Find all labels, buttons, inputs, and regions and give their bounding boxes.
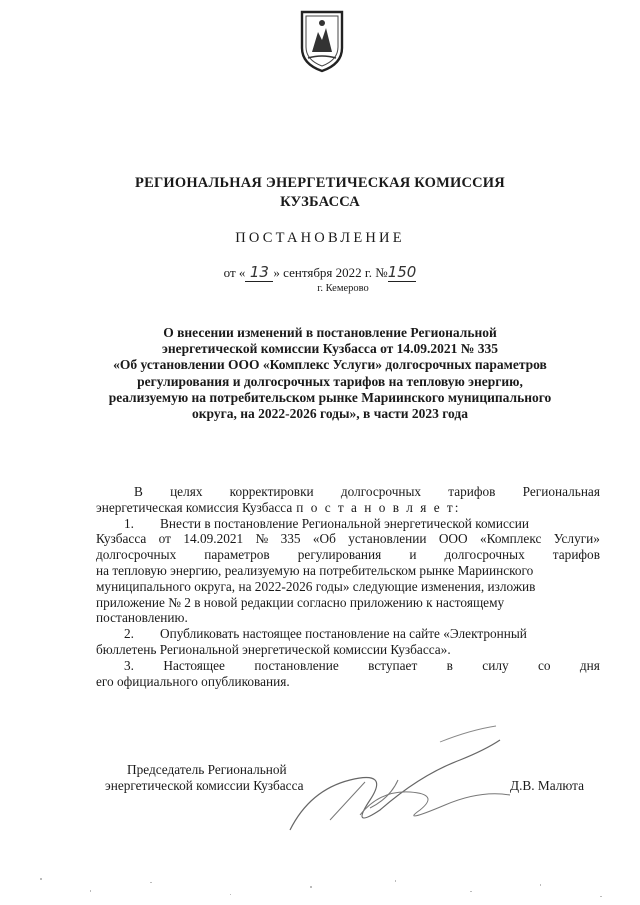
date-day: 13: [245, 263, 273, 282]
subject-line: реализуемую на потребительском рынке Мариинского муниципального: [108, 389, 552, 405]
subject-line: энергетической комиссии Кузбасса от 14.09.2021 № 335: [161, 341, 498, 357]
item-number: 2.: [124, 626, 134, 642]
body-line: энергетическая комиссия Кузбасса п о с т а н о в л я е т:: [96, 499, 461, 515]
handwritten-signature-icon: [270, 720, 530, 840]
signatory-title-line2: энергетической комиссии Кузбасса: [105, 778, 304, 793]
body-line: 1. Внести в постановление Региональной энергетической комиссии: [124, 515, 529, 531]
body-line: муниципального округа, на 2022-2026 годы» следующие изменения, изложив: [96, 578, 536, 594]
body-line: постановлению.: [96, 610, 188, 626]
body-line: 3. Настоящее постановление вступает в силу со дня: [124, 657, 600, 673]
kuzbass-coat-of-arms-icon: [296, 8, 348, 74]
body-line: бюллетень Региональной энергетической комиссии Кузбасса».: [96, 641, 451, 657]
body-line: долгосрочных параметров регулирования и долгосрочных тарифов: [96, 547, 600, 563]
resolves-word: п о с т а н о в л я е т:: [296, 499, 461, 515]
body-line: Кузбасса от 14.09.2021 № 335 «Об установлении ООО «Комплекс Услуги»: [96, 531, 600, 547]
organization-name-line1: РЕГИОНАЛЬНАЯ ЭНЕРГЕТИЧЕСКАЯ КОМИССИЯ: [135, 175, 505, 191]
subject-line: «Об установлении ООО «Комплекс Услуги» долгосрочных параметров: [113, 357, 547, 373]
body-line: В целях корректировки долгосрочных тарифов Региональная: [134, 484, 600, 499]
document-number: 150: [387, 263, 417, 281]
subject-line: округа, на 2022-2026 годы», в части 2023 года: [192, 406, 468, 422]
document-type: ПОСТАНОВЛЕНИЕ: [235, 230, 405, 246]
date-prefix: от «: [223, 265, 246, 280]
document-subject: [80, 325, 580, 422]
date-suffix: » сентября 2022 г. №: [273, 265, 388, 280]
date-line: [0, 263, 640, 282]
place-of-issue: г. Кемерово: [317, 283, 369, 294]
body-line: на тепловую энергию, реализуемую на потребительском рынке Мариинского: [96, 562, 534, 578]
body-line: приложение № 2 в новой редакции согласно приложению к настоящему: [96, 594, 505, 610]
subject-line: О внесении изменений в постановление Региональной: [163, 325, 497, 340]
signatory-title-line1: Председатель Региональной: [127, 762, 287, 777]
document-body: [96, 484, 600, 689]
body-line: его официального опубликования.: [96, 673, 290, 689]
item-number: 1.: [124, 515, 134, 531]
organization-name-line2: КУЗБАССА: [280, 194, 360, 210]
item-number: 3.: [124, 657, 134, 673]
body-line: 2. Опубликовать настоящее постановление на сайте «Электронный: [124, 626, 527, 642]
subject-line: регулирования и долгосрочных тарифов на тепловую энергию,: [137, 373, 523, 389]
signatory-name: Д.В. Малюта: [510, 778, 585, 793]
scan-artifact: [0, 860, 640, 905]
